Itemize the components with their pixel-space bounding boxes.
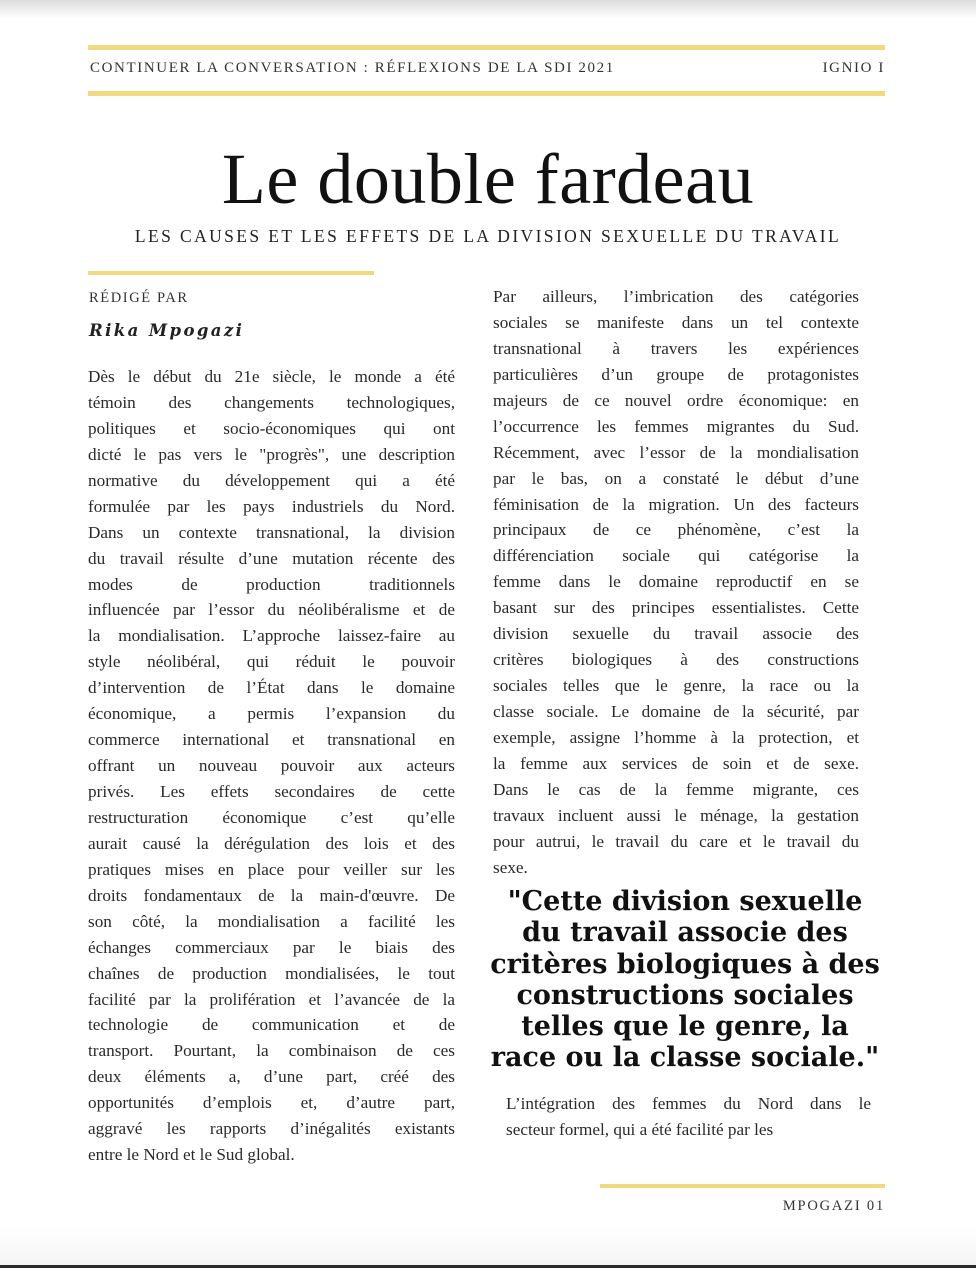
text-line: Par ailleurs, l’imbrication des catégories [493, 287, 859, 306]
text-line: exemple, assigne l’homme à la protection, et [493, 727, 859, 747]
text-line: influencée par l’essor du néolibéralisme et de [88, 600, 455, 620]
text-line: aggravé les rapports d’inégalités existants [88, 1119, 455, 1139]
text-line: normative du développement qui a été [88, 470, 455, 490]
text-line: deux éléments a, d’une part, créé des [88, 1067, 455, 1087]
text-line: critères biologiques à des constructions [493, 650, 859, 670]
text-line: chaînes de production mondialisées, le tout [88, 963, 455, 983]
text-line: du travail résulte d’une mutation récente des [88, 548, 455, 568]
text-line: basant sur des principes essentialistes. Cette [493, 598, 859, 618]
author-name: Rika Mpogazi [89, 321, 245, 340]
text-line: entre le Nord et le Sud global. [88, 1145, 295, 1165]
text-line: privés. Les effets secondaires de cette [88, 782, 455, 801]
pull-quote-line: race ou la classe sociale." [490, 1042, 880, 1074]
article-subtitle: LES CAUSES ET LES EFFETS DE LA DIVISION SEXUELLE DU TRAVAIL [134, 226, 842, 246]
text-line: majeurs de ce nouvel ordre économique: en [493, 390, 859, 410]
text-line: travaux incluent aussi le ménage, la gestation [493, 805, 859, 825]
text-line: l’occurrence les femmes migrantes du Sud. [493, 416, 859, 436]
text-line: particulières d’un groupe de protagonistes [493, 364, 859, 384]
page-top-shadow [0, 0, 976, 18]
text-line: témoin des changements technologiques, [88, 392, 455, 412]
byline-label: RÉDIGÉ PAR [89, 290, 189, 306]
text-line: transport. Pourtant, la combinaison de ces [88, 1041, 455, 1061]
running-header [90, 60, 885, 77]
text-line: formulée par les pays industriels du Nord. [88, 496, 455, 516]
article-title: Le double fardeau [221, 139, 755, 219]
footer-folio: MPOGAZI 01 [782, 1198, 885, 1214]
text-line: opportunités d’emplois et, d’autre part, [88, 1093, 455, 1113]
text-line: sexe. [493, 857, 528, 877]
text-line: la femme aux services de soin et de sexe. [493, 753, 859, 773]
text-line: division sexuelle du travail associe des [493, 624, 859, 644]
header-bottom-rule [88, 91, 885, 96]
text-line: son côté, la mondialisation a facilité les [88, 911, 455, 931]
text-line: modes de production traditionnels [88, 574, 455, 594]
text-line: sociales telles que le genre, la race ou la [493, 676, 859, 696]
text-line: pratiques mises en place pour veiller sur les [88, 859, 455, 879]
text-line: commerce international et transnational en [88, 730, 455, 750]
left-column-body [88, 364, 455, 1168]
text-line: style néolibéral, qui réduit le pouvoir [88, 652, 455, 672]
right-column-body [493, 284, 859, 881]
pull-quote-line: du travail associe des [522, 917, 848, 949]
text-line: Dès le début du 21e siècle, le monde a été [88, 367, 455, 386]
text-line: d’intervention de l’État dans le domaine [88, 678, 455, 698]
text-line: transnational à travers les expériences [493, 338, 859, 358]
text-line: Dans le cas de la femme migrante, ces [493, 779, 859, 799]
text-line: Dans un contexte transnational, la division [88, 522, 455, 542]
page-bottom-shadow [0, 1225, 976, 1265]
text-line: politiques et socio-économiques qui ont [88, 418, 455, 438]
text-line: L’intégration des femmes du Nord dans le [506, 1094, 871, 1113]
text-line: la mondialisation. L’approche laissez-faire au [88, 626, 455, 646]
text-line: facilité par la prolifération et l’avancée de la [88, 989, 455, 1009]
pull-quote-line: critères biologiques à des [490, 948, 880, 980]
text-line: restructuration économique c’est qu’elle [88, 807, 455, 827]
text-line: économique, a permis l’expansion du [88, 704, 455, 724]
byline-rule [88, 271, 374, 275]
text-line: par le bas, on a constaté le début d’une [493, 468, 859, 488]
right-column-continued [506, 1091, 871, 1143]
pull-quote [490, 886, 880, 1074]
text-line: secteur formel, qui a été facilité par les [506, 1119, 774, 1139]
section-label: IGNIO I [822, 60, 885, 76]
text-line: classe sociale. Le domaine de la sécurité, par [493, 702, 859, 721]
text-line: échanges commerciaux par le biais des [88, 937, 455, 957]
text-line: femme dans le domaine reproductif en se [493, 572, 859, 592]
text-line: droits fondamentaux de la main-d'œuvre. De [88, 885, 455, 905]
text-line: offrant un nouveau pouvoir aux acteurs [88, 756, 455, 776]
pull-quote-line: telles que le genre, la [521, 1011, 849, 1043]
header-top-rule [88, 45, 885, 50]
text-line: féminisation de la migration. Un des facteurs [493, 494, 859, 514]
running-title: CONTINUER LA CONVERSATION : RÉFLEXIONS DE LA SDI 2021 [90, 60, 615, 76]
text-line: technologie de communication et de [88, 1015, 455, 1035]
text-line: pour autrui, le travail du care et le travail du [493, 831, 859, 851]
footer-rule [600, 1184, 885, 1188]
text-line: aurait causé la dérégulation des lois et des [88, 833, 455, 853]
text-line: sociales se manifeste dans un tel contexte [493, 312, 859, 332]
text-line: dicté le pas vers le "progrès", une description [88, 444, 455, 464]
pull-quote-line: constructions sociales [516, 979, 854, 1011]
text-line: Récemment, avec l’essor de la mondialisation [493, 442, 859, 462]
pull-quote-line: "Cette division sexuelle [507, 886, 863, 917]
text-line: différenciation sociale qui catégorise la [493, 546, 859, 566]
text-line: principaux de ce phénomène, c’est la [493, 520, 859, 540]
